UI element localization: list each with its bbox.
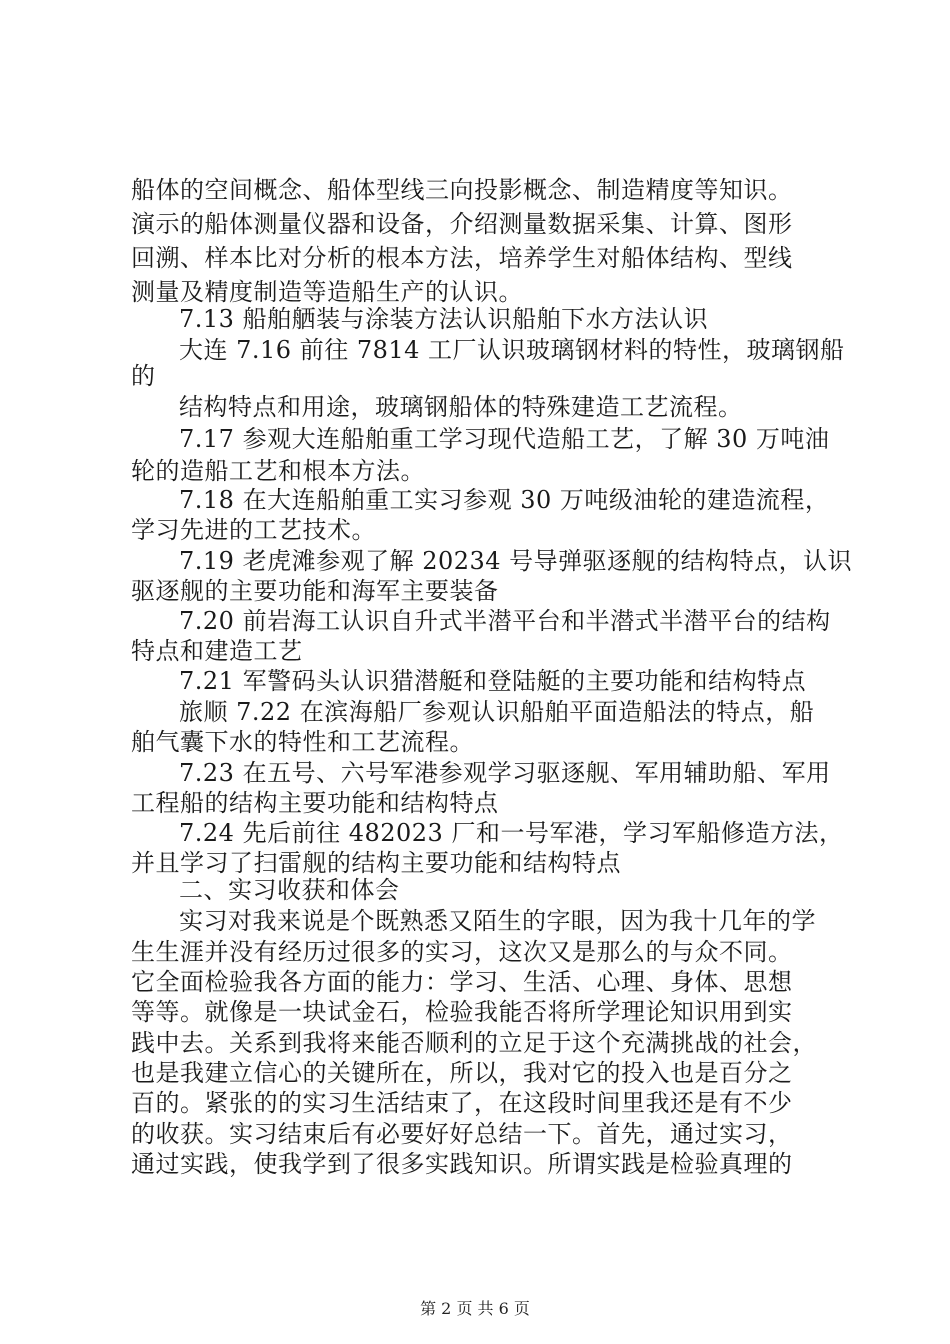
text-line: 7.20 前岩海工认识自升式半潜平台和半潜式半潜平台的结构 [179, 607, 831, 635]
text-line: 7.19 老虎滩参观了解 20234 号导弹驱逐舰的结构特点，认识 [179, 547, 853, 575]
text-line: 7.17 参观大连船舶重工学习现代造船工艺，了解 30 万吨油 [179, 425, 830, 453]
text-line: 生生涯并没有经历过很多的实习，这次又是那么的与众不同。 [131, 938, 793, 966]
text-line: 的 [131, 362, 156, 390]
text-line: 通过实践，使我学到了很多实践知识。所谓实践是检验真理的 [131, 1150, 793, 1178]
text-line: 也是我建立信心的关键所在，所以，我对它的投入也是百分之 [131, 1059, 793, 1087]
text-line: 结构特点和用途，玻璃钢船体的特殊建造工艺流程。 [179, 393, 743, 421]
text-line: 的收获。实习结束后有必要好好总结一下。首先，通过实习， [131, 1120, 793, 1148]
text-line: 百的。紧张的的实习生活结束了，在这段时间里我还是有不少 [131, 1089, 793, 1117]
text-line: 工程船的结构主要功能和结构特点 [131, 789, 499, 817]
text-line: 并且学习了扫雷舰的结构主要功能和结构特点 [131, 849, 621, 877]
text-line: 等等。就像是一块试金石，检验我能否将所学理论知识用到实 [131, 998, 793, 1026]
text-line: 演示的船体测量仪器和设备，介绍测量数据采集、计算、图形 [131, 210, 793, 238]
text-line: 学习先进的工艺技术。 [131, 516, 376, 544]
text-line: 7.13 船舶舾装与涂装方法认识船舶下水方法认识 [179, 305, 709, 333]
text-line: 践中去。关系到我将来能否顺利的立足于这个充满挑战的社会， [131, 1029, 817, 1057]
text-line: 大连 7.16 前往 7814 工厂认识玻璃钢材料的特性，玻璃钢船 [179, 336, 845, 364]
section-heading: 二、实习收获和体会 [179, 876, 400, 904]
text-line: 轮的造船工艺和根本方法。 [131, 457, 425, 485]
text-line: 它全面检验我各方面的能力：学习、生活、心理、身体、思想 [131, 968, 793, 996]
text-line: 7.18 在大连船舶重工实习参观 30 万吨级油轮的建造流程， [179, 486, 830, 514]
text-line: 7.21 军警码头认识猎潜艇和登陆艇的主要功能和结构特点 [179, 667, 807, 695]
text-line: 旅顺 7.22 在滨海船厂参观认识船舶平面造船法的特点，船 [179, 698, 815, 726]
text-line: 回溯、样本比对分析的根本方法，培养学生对船体结构、型线 [131, 244, 793, 272]
text-line: 7.24 先后前往 482023 厂和一号军港，学习军船修造方法， [179, 819, 844, 847]
text-line: 特点和建造工艺 [131, 637, 303, 665]
text-line: 实习对我来说是个既熟悉又陌生的字眼，因为我十几年的学 [179, 907, 816, 935]
text-line: 测量及精度制造等造船生产的认识。 [131, 278, 523, 306]
text-line: 驱逐舰的主要功能和海军主要装备 [131, 577, 499, 605]
text-line: 船体的空间概念、船体型线三向投影概念、制造精度等知识。 [131, 176, 793, 204]
text-line: 舶气囊下水的特性和工艺流程。 [131, 728, 474, 756]
text-line: 7.23 在五号、六号军港参观学习驱逐舰、军用辅助船、军用 [179, 759, 831, 787]
page-number: 第 2 页 共 6 页 [420, 1299, 530, 1318]
